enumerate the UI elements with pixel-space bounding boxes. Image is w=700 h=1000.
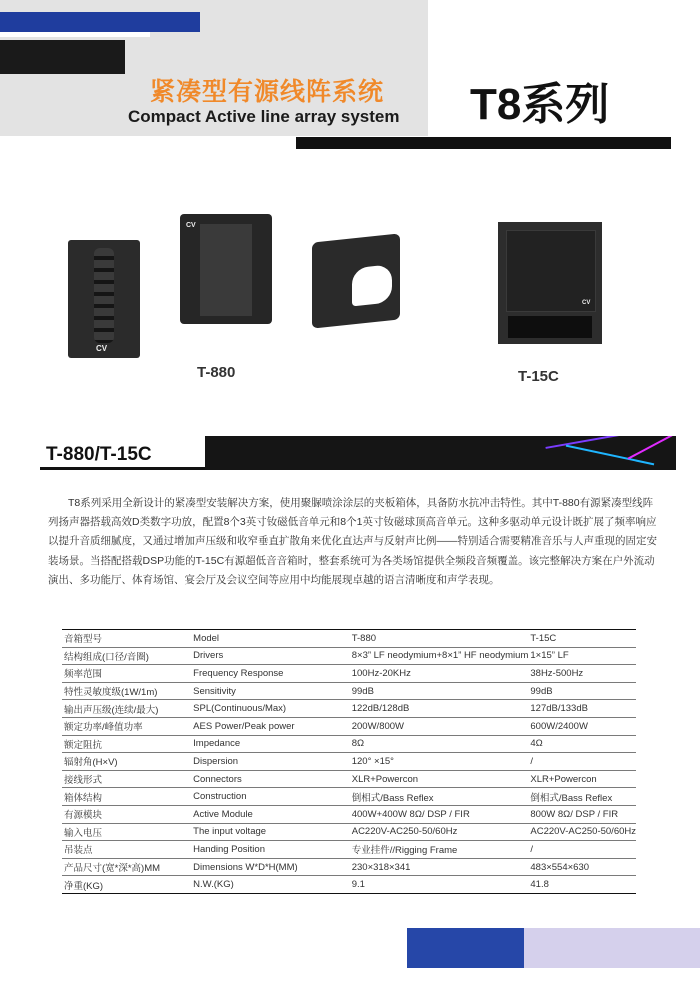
spec-cell-chinese: 结构组成(口径/音圈) — [62, 647, 191, 665]
title-chinese: 紧凑型有源线阵系统 — [150, 78, 385, 106]
spec-cell-chinese: 产品尺寸(宽*深*高)MM — [62, 858, 191, 876]
spec-cell-chinese: 输出声压级(连续/最大) — [62, 700, 191, 718]
spec-cell-t15c: T-15C — [528, 630, 636, 648]
header-dark-stripe — [0, 40, 125, 74]
spec-row — [62, 665, 636, 683]
spec-row — [62, 647, 636, 665]
intro-paragraph: T8系列采用全新设计的紧凑型安装解决方案，使用聚脲喷涂涂层的夹板箱体，具备防水抗冲击特性。其中T-880有源紧凑型线阵列扬声器搭载高效D类数字功放，配置8个3英寸钕磁低音单元和8个1英寸钕磁球顶高音单元。这种多驱动单元设计既扩展了频率响应以提升音质细腻度，又通过增加声压级和收窄垂直扩散角来优化直达声与反射声比例——特别适合需要精准音乐与人声重现的固定安装场景。当搭配搭载DSP功能的T-15C有源超低音音箱时，整套系统可为各类场馆提供全频段音频覆盖。该完整解决方案在户外流动演出、多功能厅、体育场馆、宴会厅及会议空间等应用中均能展现卓越的语言清晰度和声学表现。 — [48, 497, 657, 586]
spec-cell-chinese: 净重(KG) — [62, 876, 191, 894]
spec-cell-chinese: 特性灵敏度级(1W/1m) — [62, 682, 191, 700]
spec-cell-t880: 122dB/128dB — [350, 700, 529, 718]
amplifier-panel — [200, 224, 252, 316]
spec-cell-english: Dispersion — [191, 753, 350, 771]
spec-cell-t15c: 483×554×630 — [528, 858, 636, 876]
spec-cell-t15c: 38Hz-500Hz — [528, 665, 636, 683]
spec-cell-chinese: 输入电压 — [62, 823, 191, 841]
t880-rear-image — [180, 214, 272, 324]
header-white-gap — [0, 32, 150, 37]
spec-row — [62, 858, 636, 876]
spec-row — [62, 717, 636, 735]
spec-cell-t15c: / — [528, 841, 636, 859]
bass-port — [564, 316, 592, 338]
rigging-handle — [352, 264, 392, 306]
spec-row — [62, 770, 636, 788]
spec-cell-t880: 8Ω — [350, 735, 529, 753]
spec-cell-chinese: 吊装点 — [62, 841, 191, 859]
section-underline — [40, 467, 205, 470]
spec-cell-chinese: 辐射角(H×V) — [62, 753, 191, 771]
spec-cell-english: Impedance — [191, 735, 350, 753]
header-black-bar — [296, 137, 671, 149]
header-blue-stripe — [0, 12, 200, 32]
title-english: Compact Active line array system — [128, 107, 400, 126]
spec-cell-t880: 200W/800W — [350, 717, 529, 735]
cv-logo: CV — [186, 222, 196, 229]
spec-cell-english: Drivers — [191, 647, 350, 665]
spec-row — [62, 876, 636, 894]
t880-side-image — [312, 233, 400, 328]
spec-cell-english: Sensitivity — [191, 682, 350, 700]
speaker-grille — [94, 248, 114, 343]
spec-cell-english: AES Power/Peak power — [191, 717, 350, 735]
spec-cell-t880: 99dB — [350, 682, 529, 700]
spec-cell-t15c: 1×15” LF — [528, 647, 636, 665]
neon-line — [566, 445, 654, 466]
spec-cell-chinese: 有源模块 — [62, 805, 191, 823]
spec-cell-chinese: 接线形式 — [62, 770, 191, 788]
spec-cell-english: Active Module — [191, 805, 350, 823]
spec-row — [62, 841, 636, 859]
spec-cell-english: Handing Position — [191, 841, 350, 859]
spec-cell-t880: 400W+400W 8Ω/ DSP / FIR — [350, 805, 529, 823]
footer-lavender-block — [524, 928, 700, 968]
spec-cell-t15c: 600W/2400W — [528, 717, 636, 735]
spec-cell-english: Frequency Response — [191, 665, 350, 683]
spec-cell-t15c: 127dB/133dB — [528, 700, 636, 718]
spec-row — [62, 682, 636, 700]
neon-line — [627, 436, 672, 460]
t880-front-image — [68, 240, 140, 358]
spec-row — [62, 700, 636, 718]
spec-row — [62, 805, 636, 823]
cv-logo: CV — [96, 344, 108, 353]
spec-cell-t15c: AC220V-AC250-50/60Hz — [528, 823, 636, 841]
spec-cell-chinese: 频率范围 — [62, 665, 191, 683]
section-banner — [205, 436, 676, 470]
spec-cell-t880: 120° ×15° — [350, 753, 529, 771]
spec-cell-english: Connectors — [191, 770, 350, 788]
product-label-t880: T-880 — [197, 364, 236, 381]
t15c-subwoofer-image — [498, 222, 602, 344]
spec-cell-english: Model — [191, 630, 350, 648]
spec-cell-t880: 8×3” LF neodymium+8×1” HF neodymium — [350, 647, 529, 665]
cv-logo: CV — [582, 300, 591, 306]
spec-cell-english: Dimensions W*D*H(MM) — [191, 858, 350, 876]
spec-cell-t880: XLR+Powercon — [350, 770, 529, 788]
spec-cell-t15c: / — [528, 753, 636, 771]
spec-table — [62, 629, 636, 894]
bass-port — [508, 316, 536, 338]
spec-cell-t15c: 99dB — [528, 682, 636, 700]
spec-row — [62, 753, 636, 771]
spec-cell-english: Construction — [191, 788, 350, 806]
section-title: T-880/T-15C — [46, 444, 152, 465]
spec-row — [62, 630, 636, 648]
spec-table-body — [62, 630, 636, 894]
bass-port — [536, 316, 564, 338]
spec-cell-english: The input voltage — [191, 823, 350, 841]
footer-blue-block — [407, 928, 524, 968]
spec-cell-english: SPL(Continuous/Max) — [191, 700, 350, 718]
spec-cell-chinese: 额定功率/峰值功率 — [62, 717, 191, 735]
spec-cell-chinese: 音箱型号 — [62, 630, 191, 648]
spec-cell-t15c: 倒相式/Bass Reflex — [528, 788, 636, 806]
spec-cell-t880: 230×318×341 — [350, 858, 529, 876]
spec-cell-english: N.W.(KG) — [191, 876, 350, 894]
spec-cell-t880: 9.1 — [350, 876, 529, 894]
spec-cell-t880: 100Hz-20KHz — [350, 665, 529, 683]
neon-line — [545, 436, 624, 449]
series-title: T8系列 — [470, 80, 610, 129]
spec-cell-chinese: 额定阻抗 — [62, 735, 191, 753]
product-label-t15c: T-15C — [518, 368, 559, 385]
spec-row — [62, 788, 636, 806]
spec-cell-t880: AC220V-AC250-50/60Hz — [350, 823, 529, 841]
spec-cell-t15c: 41.8 — [528, 876, 636, 894]
spec-cell-t15c: 800W 8Ω/ DSP / FIR — [528, 805, 636, 823]
spec-cell-t15c: 4Ω — [528, 735, 636, 753]
spec-row — [62, 823, 636, 841]
spec-cell-t880: T-880 — [350, 630, 529, 648]
spec-row — [62, 735, 636, 753]
spec-cell-t880: 专业挂件//Rigging Frame — [350, 841, 529, 859]
spec-cell-chinese: 箱体结构 — [62, 788, 191, 806]
spec-cell-t880: 倒相式/Bass Reflex — [350, 788, 529, 806]
spec-cell-t15c: XLR+Powercon — [528, 770, 636, 788]
